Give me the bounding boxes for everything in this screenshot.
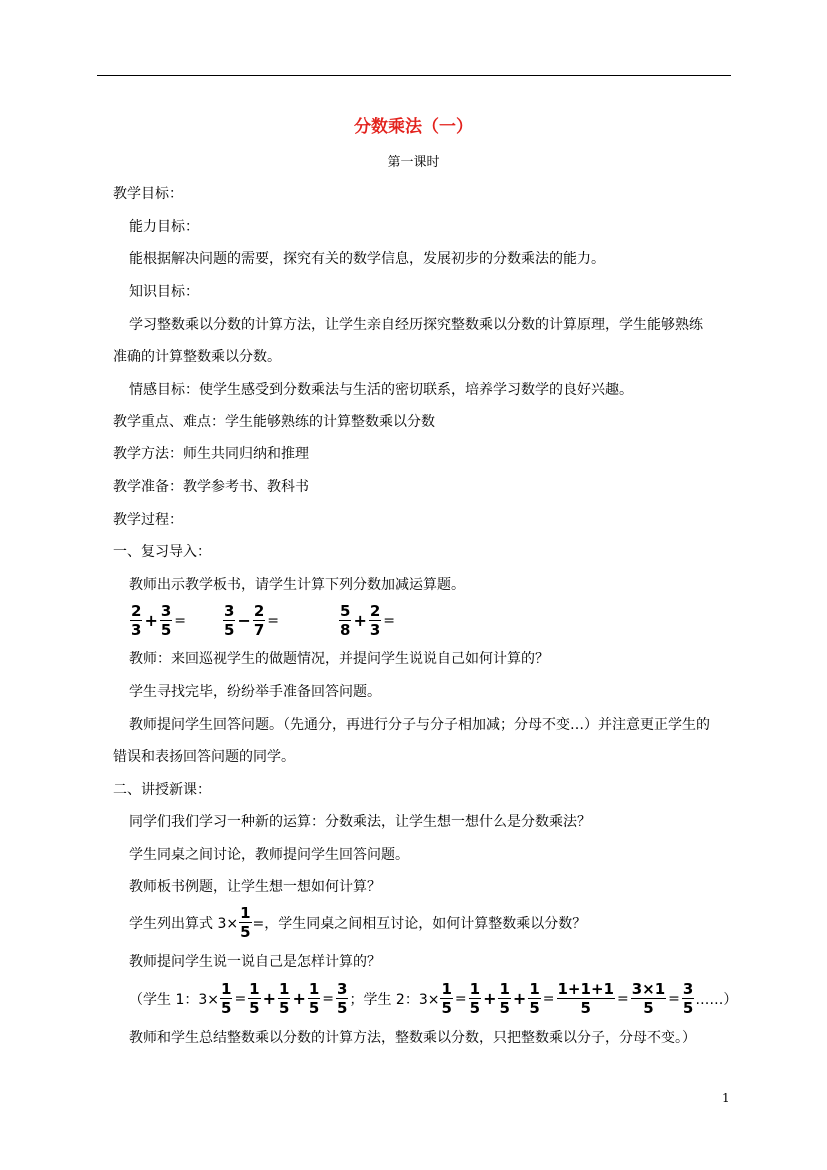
paragraph-ability-desc: 能根据解决问题的需要，探究有关的数学信息，发展初步的分数乘法的能力。 (129, 251, 605, 267)
fraction: $\frac{5}{8}$ (340, 602, 351, 639)
fraction: $\frac{1+1+1}{5}$ (557, 980, 614, 1017)
paragraph-preparation: 教学准备：教学参考书、教科书 (113, 479, 309, 495)
fraction: $\frac{1}{5}$ (529, 980, 540, 1017)
fraction: $\frac{1}{5}$ (221, 980, 232, 1017)
paragraph-teaching-goals: 教学目标： (113, 186, 183, 202)
fraction: $\frac{1}{5}$ (240, 904, 251, 941)
paragraph-example: 教师板书例题，让学生想一想如何计算？ (129, 879, 381, 895)
paragraph-teacher-patrol: 教师：来回巡视学生的做题情况，并提问学生说说自己如何计算的？ (129, 651, 549, 667)
student-answers: （学生 1：3× $\frac{1}{5}$ = $\frac{1}{5}$ + $\frac{1}{5}$ + $\frac{1}{5}$ = $\frac{3}{5}$ ；学生 2：3× $\frac{1}{5}$ = $\frac{1}{5}$ + $\frac{1}{5}$ + $\frac{1}{5}$ = $\frac{1+1+1}{5}$ = $\frac{3\times 1}{5}$ = $\frac{3}{5}$ ……） (129, 980, 738, 1017)
fraction: $\frac{1}{5}$ (499, 980, 510, 1017)
paragraph-summary: 教师和学生总结整数乘以分数的计算方法，整数乘以分数，只把整数乘以分子，分母不变。） (129, 1030, 696, 1046)
fraction: $\frac{2}{7}$ (253, 602, 265, 639)
paragraph-knowledge-desc-1: 学习整数乘以分数的计算方法，让学生亲自经历探究整数乘以分数的计算原理，学生能够熟练 (129, 317, 703, 333)
fraction: $\frac{1}{5}$ (249, 980, 260, 1017)
page-number: 1 (722, 1091, 730, 1105)
fraction: $\frac{1}{5}$ (308, 980, 320, 1017)
paragraph-students-ready: 学生寻找完毕，纷纷举手准备回答问题。 (129, 684, 381, 700)
section-heading-new-lesson: 二、讲授新课： (113, 782, 211, 798)
fraction: $\frac{1}{5}$ (279, 980, 290, 1017)
fraction: $\frac{3}{5}$ (224, 602, 235, 639)
review-exercise-1: $\frac{2}{3}$ + $\frac{3}{5}$ = (131, 602, 187, 639)
fraction: $\frac{3}{5}$ (160, 602, 172, 639)
section-heading-review: 一、复习导入： (113, 544, 211, 560)
fraction: $\frac{3}{5}$ (682, 980, 694, 1017)
paragraph-formula: 学生列出算式 3× $\frac{1}{5}$ =，学生同桌之间相互讨论，如何计算整数乘以分数？ (129, 904, 587, 941)
header-rule (97, 75, 731, 76)
paragraph-knowledge-desc-2: 准确的计算整数乘以分数。 (113, 349, 281, 365)
paragraph-key-points: 教学重点、难点：学生能够熟练的计算整数乘以分数 (113, 414, 435, 430)
paragraph-new-operation: 同学们我们学习一种新的运算：分数乘法，让学生想一想什么是分数乘法？ (129, 814, 591, 830)
fraction: $\frac{3\times 1}{5}$ (631, 980, 666, 1017)
paragraph-teacher-asks-1: 教师提问学生回答问题。（先通分，再进行分子与分子相加减；分母不变…）并注意更正学生的 (129, 717, 710, 733)
review-exercise-2: $\frac{3}{5}$ − $\frac{2}{7}$ = (224, 602, 280, 639)
paragraph-method: 教学方法：师生共同归纳和推理 (113, 446, 309, 462)
paragraph-ability-goal: 能力目标： (129, 219, 199, 235)
page-subtitle: 第一课时 (387, 155, 440, 170)
fraction: $\frac{1}{5}$ (441, 980, 452, 1017)
paragraph-teacher-asks-2: 错误和表扬回答问题的同学。 (113, 749, 295, 765)
paragraph-emotion-goal: 情感目标：使学生感受到分数乘法与生活的密切联系，培养学习数学的良好兴趣。 (129, 382, 633, 398)
paragraph-discussion: 学生同桌之间讨论，教师提问学生回答问题。 (129, 847, 409, 863)
paragraph-review-intro: 教师出示教学板书，请学生计算下列分数加减运算题。 (129, 577, 465, 593)
paragraph-process: 教学过程： (113, 512, 183, 528)
fraction: $\frac{3}{5}$ (337, 980, 348, 1017)
paragraph-knowledge-goal: 知识目标： (129, 284, 199, 300)
fraction: $\frac{2}{3}$ (131, 602, 142, 639)
review-exercise-3: $\frac{5}{8}$ + $\frac{2}{3}$ = (340, 602, 396, 639)
fraction: $\frac{2}{3}$ (369, 602, 381, 639)
page-title: 分数乘法（一） (354, 117, 473, 137)
paragraph-student-explain: 教师提问学生说一说自己是怎样计算的？ (129, 954, 381, 970)
fraction: $\frac{1}{5}$ (469, 980, 481, 1017)
